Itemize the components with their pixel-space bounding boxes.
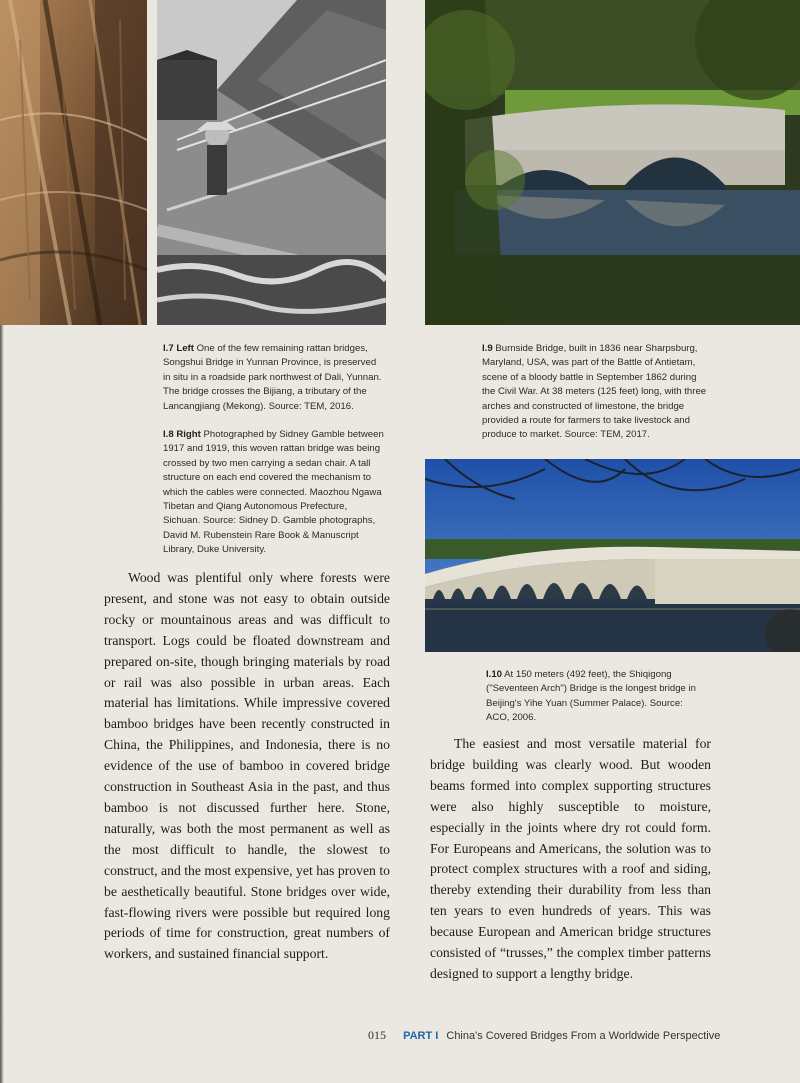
- paragraph: The easiest and most versatile material for bridge building was clearly wood. But wooden beams formed into complex supporting structures were also highly susceptible to moisture, especially in the joints where dry rot could form. For Europeans and Americans, the solution was to protect complex structures with a roof and siding, thereby extending their durability from less than ten years to even hundreds of years. This was because European and American bridge structures consisted of “trusses,” the complex timber patterns designed to support a lengthy bridge.: [430, 736, 711, 981]
- body-column-right: [430, 734, 711, 985]
- caption-label: I.8 Right: [163, 429, 201, 440]
- caption-label: I.7 Left: [163, 343, 194, 354]
- caption-figure-1-9: [482, 342, 708, 443]
- photo-woven-rattan-bridge-bw: [157, 0, 386, 325]
- caption-label: I.9: [482, 343, 493, 354]
- page-number: 015: [368, 1028, 386, 1042]
- caption-text: One of the few remaining rattan bridges, Songshui Bridge in Yunnan Province, is preserved in situ in a roadside park northwest of Dali, Yunnan. The bridge crosses the Bijiang, a tributary of the Lancangjiang (Mekong). Source: TEM, 2016.: [163, 343, 382, 412]
- caption-figure-1-7: [163, 342, 385, 414]
- photo-seventeen-arch-bridge: [425, 459, 800, 652]
- caption-label: I.10: [486, 669, 503, 680]
- running-title: China's Covered Bridges From a Worldwide Perspective: [446, 1030, 721, 1042]
- photo-rattan-bridge-songshui: [0, 0, 147, 325]
- caption-text: Photographed by Sidney Gamble between 1917 and 1919, this woven rattan bridge was being crossed by two men carrying a sedan chair. A tall structure on each end covered the mechanism to which the cables were connected. Maozhou Ngawa Tibetan and Qiang Autonomous Prefecture, Sichuan. Source: Sidney D. Gamble photographs, David M. Rubenstein Rare Book & Manuscript Library, Duke University.: [163, 429, 384, 556]
- caption-text: At 150 meters (492 feet), the Shiqigong ("Seventeen Arch") Bridge is the longest bridge in Beijing's Yihe Yuan (Summer Palace). Source: ACO, 2006.: [486, 669, 696, 724]
- body-column-left: [104, 568, 390, 965]
- caption-figure-1-8: [163, 428, 385, 558]
- caption-figure-1-10: [486, 668, 708, 726]
- photo-burnside-bridge: [425, 0, 800, 325]
- caption-text: Burnside Bridge, built in 1836 near Sharpsburg, Maryland, USA, was part of the Battle of Antietam, scene of a bloody battle in September 1862 during the Civil War. At 38 meters (125 feet) long, with three arches and constructed of limestone, the bridge provided a route for farmers to take livestock and produce to market. Source: TEM, 2017.: [482, 343, 707, 441]
- page-footer: [368, 1028, 720, 1043]
- part-label: PART I: [403, 1030, 439, 1042]
- paragraph: Wood was plentiful only where forests were present, and stone was not easy to obtain outside rocky or mountainous areas and was difficult to transport. Logs could be floated downstream and prepared on-site, though bringing materials by road or rail was also possible in urban areas. Each material has limitations. While impressive covered bamboo bridges have been recently constructed in China, the Philippines, and Indonesia, there is no evidence of the use of bamboo in covered bridge construction in Southeast Asia in the past, and thus bamboo is not discussed further here. Stone, naturally, was both the most permanent as well as the most difficult to handle, the slowest to construct, and the most expensive, yet has proven to be aesthetically beautiful. Stone bridges over wide, fast-flowing rivers were possible but required long periods of time for construction, great numbers of workers, and sustained financial support.: [104, 570, 390, 962]
